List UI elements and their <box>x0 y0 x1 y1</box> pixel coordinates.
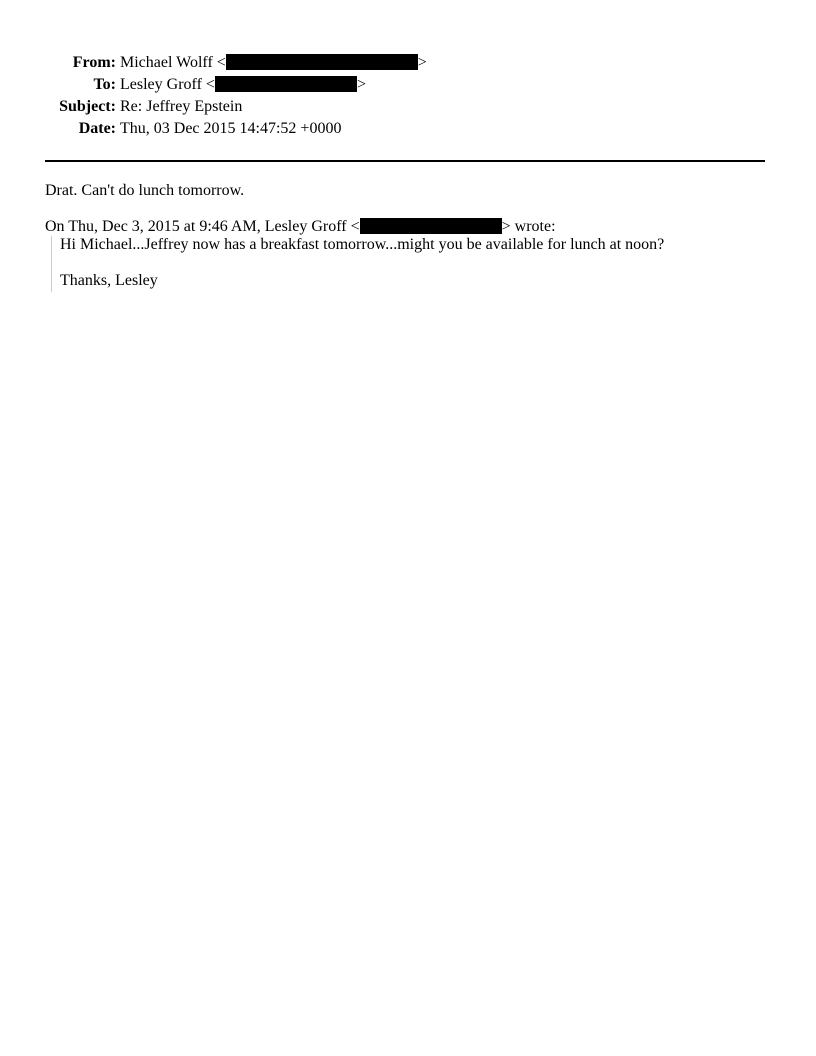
to-label: To: <box>93 76 116 93</box>
quoted-spacer <box>60 254 760 272</box>
to-value <box>120 74 366 96</box>
date-value: Thu, 03 Dec 2015 14:47:52 +0000 <box>120 120 342 137</box>
from-name: Michael Wolff <box>120 54 213 71</box>
to-row <box>0 74 816 96</box>
from-label: From: <box>72 54 116 71</box>
quote-intro-prefix: On Thu, Dec 3, 2015 at 9:46 AM, Lesley Groff < <box>45 218 360 235</box>
from-close-angle: > <box>417 54 427 71</box>
date-row <box>0 118 816 140</box>
to-open-angle: < <box>205 76 215 93</box>
from-value <box>120 52 427 74</box>
from-row <box>0 52 816 74</box>
quote-attribution <box>45 217 556 237</box>
date-label: Date: <box>78 120 116 137</box>
quote-email-redaction <box>360 218 502 234</box>
quoted-line-1: Hi Michael...Jeffrey now has a breakfast tomorrow...might you be available for lunch at noon? <box>60 236 665 253</box>
quoted-message <box>51 236 760 292</box>
header-divider <box>45 160 765 162</box>
to-email-redaction <box>215 76 357 92</box>
quoted-signoff: Thanks, Lesley <box>60 272 158 289</box>
message-body: Drat. Can't do lunch tomorrow. <box>45 182 245 199</box>
from-open-angle: < <box>216 54 226 71</box>
subject-value: Re: Jeffrey Epstein <box>120 98 243 115</box>
from-email-redaction <box>226 54 418 70</box>
email-header <box>0 52 816 140</box>
to-close-angle: > <box>356 76 366 93</box>
subject-row <box>0 96 816 118</box>
to-name: Lesley Groff <box>120 76 202 93</box>
quote-intro-suffix: > wrote: <box>501 218 556 235</box>
subject-label: Subject: <box>59 98 116 115</box>
